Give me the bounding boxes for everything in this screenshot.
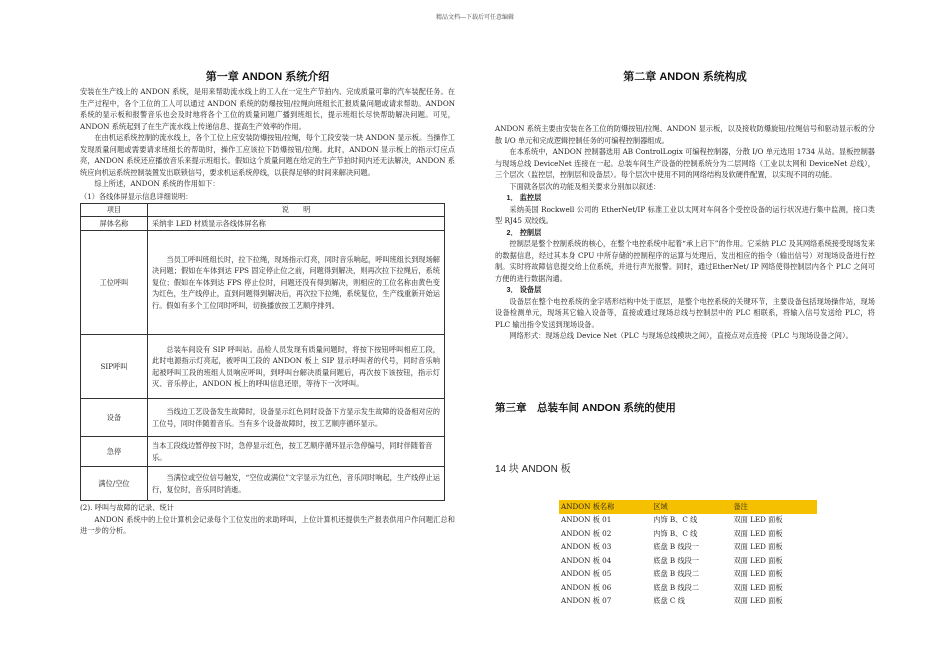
row-key: 急停 [81, 437, 148, 467]
board-note: 双面 LED 面板 [733, 542, 783, 552]
row-key: SIP呼叫 [81, 335, 148, 399]
board-table-header [559, 500, 817, 514]
board-row [559, 527, 817, 541]
chapter-1-title: 第一章 ANDON 系统介绍 [205, 71, 330, 83]
board-count-title: 14 块 ANDON 板 [495, 464, 571, 475]
section-control-text: 控制层是整个控制系统的核心，在整个电控系统中起着“承上启下”的作用。它采纳 PLC 及其网络系统接受现场发来的数据信息，经过其本身 CPU 中所存储的控制程序的运算与处理后，发出相应的指令（输出信号）对现场设备进行控制。实时将故障信息提交给上位系统，并进行声光报警。同时，通过EtherNet/ IP 网络使得控制层内各个 PLC 之间可方便的进行数据沟通。 [495, 239, 875, 283]
board-area: 底盘 B 线段二 [653, 569, 700, 579]
board-name: ANDON 板 01 [561, 515, 612, 525]
chapter-2-title: 第二章 ANDON 系统构成 [623, 71, 747, 83]
board-area: 底盘 B 线段一 [653, 542, 700, 552]
board-name: ANDON 板 05 [561, 569, 612, 579]
item-2-title: (2). 呼叫与故障的记录、统计 [80, 503, 174, 513]
board-name: ANDON 板 02 [561, 528, 612, 538]
board-name: ANDON 板 04 [561, 555, 612, 565]
table-caption: （1）各线体屏显示信息详细说明： [80, 191, 193, 201]
table-header-row [81, 204, 445, 217]
row-text: 当满位或空位信号触发，“空位或满位”文字显示为红色，音乐同时响起，生产线停止运行，复位时，音乐同时消逝。 [148, 467, 445, 501]
board-name: ANDON 板 06 [561, 582, 612, 592]
table-header-desc: 说 明 [148, 204, 445, 217]
board-area: 内饰 B、C 线 [653, 528, 698, 538]
section-monitor-text: 采纳美国 Rockwell 公司的 EtherNet/IP 标准工业以太网对车间各个受控设备的运行状况进行集中监测，接口类型 RJ45 双绞线。 [495, 204, 875, 226]
table-row [81, 231, 445, 335]
chapter-1-body [80, 86, 455, 537]
chapter-2-body [495, 123, 875, 342]
board-area: 底盘 B 线段一 [653, 555, 700, 565]
board-row [559, 514, 817, 528]
board-row [559, 568, 817, 582]
table-row [81, 467, 445, 501]
board-row [559, 541, 817, 555]
intro-paragraph-1: 安装在生产线上的 ANDON 系统，是用来帮助流水线上的工人在一定生产节拍内、完成质量可靠的汽车装配任务。在生产过程中，各个工位的工人可以通过 ANDON 系统的防爆按钮/拉绳向班组长汇报质量问题或请求帮助。ANDON 系统的显示板和报警音乐也会及时地将各个工位的质量问题广播到班组长，提示班组长尽快帮助解决问题。可见，ANDON 系统起到了在生产流水线上传递信息、提高生产效率的作用。 [80, 87, 455, 131]
table-row [81, 216, 445, 231]
board-area: 底盘 C 线 [653, 596, 685, 606]
chapter-3-title: 第三章 总装车间 ANDON 系统的使用 [495, 402, 676, 414]
board-name: ANDON 板 07 [561, 596, 612, 606]
item-2-text: ANDON 系统中的上位计算机会记录每个工位发出的求助呼叫，上位计算机还提供生产报表供用户作问题汇总和进一步的分析。 [80, 514, 455, 536]
board-row [559, 581, 817, 595]
board-note: 双面 LED 面板 [733, 569, 783, 579]
board-note: 双面 LED 面板 [733, 515, 783, 525]
row-text: 采纳非 LED 材质显示各线体屏名称 [148, 216, 445, 231]
board-note: 双面 LED 面板 [733, 596, 783, 606]
ch2-paragraph-2: 在本系统中，ANDON 控制器选用 AB ControlLogix 可编程控制器，分散 I/O 单元选用 1734 从站。显板控制器与现场总线 DeviceNet 连接在一起。总装车间生产设备的控制系统分为二层网络（工业以太网和 DeviceNet 总线），三个层次（监控层，控制层和设备层）。每个层次中使用不同的网络结构及软硬件配置，以实现不同的功能。 [495, 147, 875, 180]
table-header-item: 项目 [81, 204, 148, 217]
board-header-area: 区域 [651, 500, 731, 514]
board-area: 底盘 B 线段二 [653, 582, 700, 592]
board-note: 双面 LED 面板 [733, 555, 783, 565]
section-control-title: 2． 控制层 [506, 227, 542, 237]
board-area: 内饰 B、C 线 [653, 515, 698, 525]
board-note: 双面 LED 面板 [733, 582, 783, 592]
ch2-paragraph-3: 下面就各层次的功能及相关要求分别加以叙述： [509, 181, 661, 191]
section-device-title: 3． 设备层 [506, 285, 542, 295]
board-row [559, 595, 817, 609]
intro-paragraph-2: 在由机运系统控制的流水线上，各个工位上应安装防爆按钮/拉绳，每个工段安装一块 ANDON 显示板。当操作工发现质量问题或需要请求班组长的帮助时，操作工应该拉下防爆按钮/拉绳。此时，ANDON 显示板上的指示灯应点亮，ANDON 系统还应播放音乐来提示班组长。假如这个质量问题在给定的生产节拍时间内还无法解决，ANDON 系统应向机运系统控制装置发出联锁信号，要求机运系统停线，以获得足够的时间来解决问题。 [80, 133, 455, 177]
row-key: 工位呼叫 [81, 231, 148, 335]
summary-line: 综上所述，ANDON 系统的作用如下： [94, 179, 220, 189]
board-row [559, 554, 817, 568]
section-monitor-title: 1． 监控层 [506, 193, 542, 203]
andon-board-table [559, 500, 817, 608]
board-name: ANDON 板 03 [561, 542, 612, 552]
display-info-table [80, 203, 445, 501]
ch2-paragraph-1: ANDON 系统主要由安装在各工位的防爆按钮/拉绳、ANDON 显示板，以及接收防爆旋钮/拉绳信号和驱动显示板的分散 I/O 单元和完成逻辑控制任务的可编程控制器组成。 [495, 124, 875, 145]
board-header-note: 备注 [731, 500, 817, 514]
row-text: 当员工呼叫班组长时，拉下拉绳，现场指示灯亮，同时音乐响起，呼叫班组长到现场解决问题；假如在车体到达 FPS 固定停止位之前，问题得到解决，则再次拉下拉绳后，系统复位；假如在车体到达 FPS 停止位时，问题还没有得到解决，则相应的工位名称由黄色变为红色，生产线停止，直到问题得到解决后，再次拉下拉绳，系统复位，生产线重新开始运行。假如有多个工位同时呼叫，切换播放按工艺顺序排列。 [148, 231, 445, 335]
board-header-name: ANDON 板名称 [559, 500, 651, 514]
row-key: 屏体名称 [81, 216, 148, 231]
table-row [81, 437, 445, 467]
table-row [81, 335, 445, 399]
row-key: 满位/空位 [81, 467, 148, 501]
row-key: 设备 [81, 399, 148, 437]
network-form-text: 网络形式：现场总线 Device Net（PLC 与现场总线模块之间），直接点对点连接（PLC 与现场设备之间）。 [509, 331, 853, 341]
section-device-text: 设备层在整个电控系统的金字塔形结构中处于底层，是整个电控系统的关键环节，主要设备包括现场操作站，现场设备检测单元，现场其它输入设备等，直接或通过现场总线与控制层中的 PLC 相联系，将输入信号发送给 PLC，将 PLC 输出指令发送到现场设备。 [495, 296, 875, 329]
row-text: 总装车间设有 SIP 呼叫站。品检人员发现有质量问题时，将按下按钮呼叫相应工段，此时电源指示灯亮起，被呼叫工段的 ANDON 板上 SIP 显示呼叫者的代号，同时音乐响起被呼叫工段的班组人员响应呼叫，到呼叫台解决质量问题后，再次按下该按钮，指示灯灭、音乐停止，ANDON 板上的呼叫信息还原，等待下一次呼叫。 [148, 335, 445, 399]
page-header-note: 精品文档---下载后可任意编辑 [435, 14, 515, 21]
table-row [81, 399, 445, 437]
row-text: 当线边工艺设备发生故障时，设备显示红色同时设备下方显示发生故障的设备相对应的工位号，同时伴随着音乐。当有多个设备故障时，按工艺顺序循环显示。 [148, 399, 445, 437]
board-note: 双面 LED 面板 [733, 528, 783, 538]
row-text: 当本工段线边暂停按下时，急停显示红色，按工艺顺序循环显示急停编号，同时伴随着音乐。 [148, 437, 445, 467]
